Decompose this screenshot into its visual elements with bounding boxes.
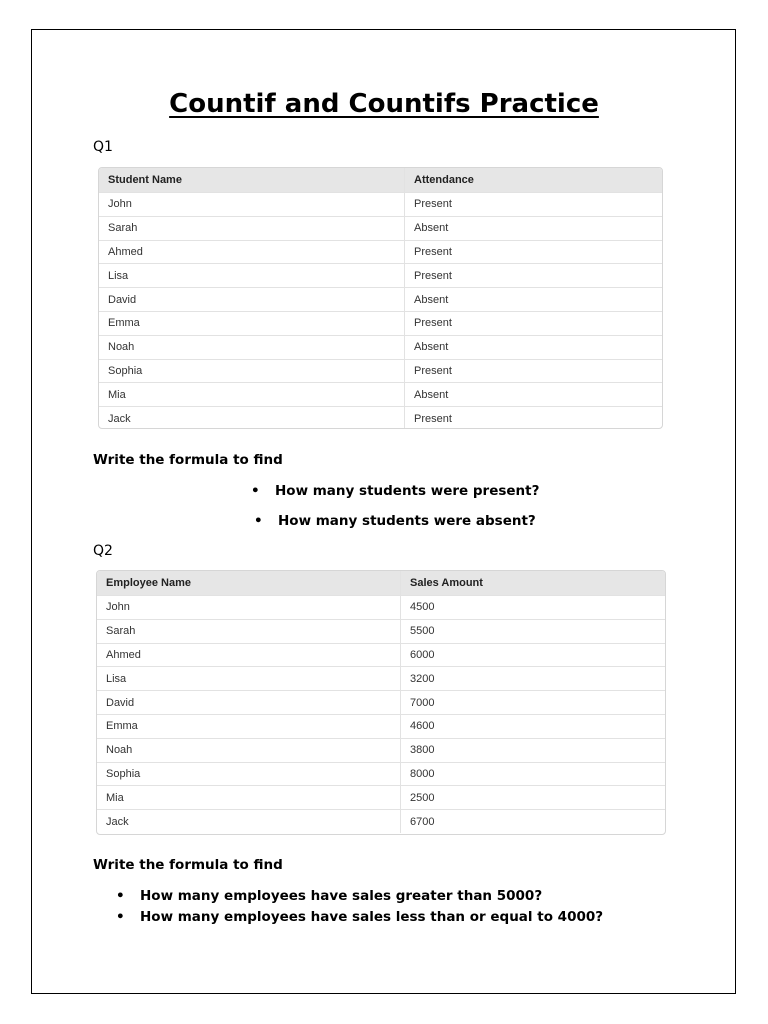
employee-name-cell: Ahmed — [97, 644, 401, 667]
q2-bullet-item — [116, 887, 542, 905]
sales-amount-cell: 4600 — [410, 720, 435, 733]
column-header-sales-amount: Sales Amount — [410, 577, 483, 589]
employee-name-cell: John — [97, 596, 401, 619]
student-name-cell: Jack — [99, 407, 405, 429]
table-row — [97, 619, 665, 643]
table-row — [99, 263, 662, 287]
bullet-icon: • — [116, 888, 125, 904]
page-title: Countif and Countifs Practice — [169, 89, 599, 119]
bullet-text: How many employees have sales greater than 5000? — [140, 888, 543, 904]
student-name-cell: Lisa — [99, 264, 405, 287]
employee-name-cell: Noah — [97, 739, 401, 762]
q2-instruction: Write the formula to find — [93, 857, 283, 873]
student-name-cell: David — [99, 288, 405, 311]
bullet-icon: • — [254, 513, 263, 529]
employee-name-cell: David — [97, 691, 401, 714]
table-row — [99, 382, 662, 406]
employee-name-cell: Emma — [97, 715, 401, 738]
table-row — [99, 192, 662, 216]
attendance-cell: Present — [414, 198, 452, 211]
attendance-cell: Present — [414, 364, 452, 377]
employee-name-cell: Lisa — [97, 667, 401, 690]
column-header-employee-name: Employee Name — [97, 571, 401, 595]
sales-amount-cell: 8000 — [410, 767, 435, 780]
attendance-cell: Absent — [414, 388, 449, 401]
table-row — [97, 643, 665, 667]
attendance-table — [98, 167, 663, 429]
table-row — [99, 335, 662, 359]
attendance-cell: Present — [414, 412, 452, 425]
table-header-row — [97, 571, 665, 595]
bullet-text: How many students were absent? — [278, 513, 536, 529]
bullet-text: How many employees have sales less than or equal to 4000? — [140, 909, 604, 925]
attendance-cell: Absent — [414, 341, 449, 354]
table-row — [99, 216, 662, 240]
sales-table — [96, 570, 666, 835]
attendance-cell: Present — [414, 269, 452, 282]
sales-amount-cell: 7000 — [410, 696, 435, 709]
employee-name-cell: Sophia — [97, 763, 401, 786]
sales-amount-cell: 2500 — [410, 791, 435, 804]
table-row — [97, 690, 665, 714]
table-row — [99, 311, 662, 335]
table-row — [99, 406, 662, 429]
bullet-icon: • — [251, 483, 260, 499]
table-row — [99, 287, 662, 311]
table-row — [99, 240, 662, 264]
q1-bullet-item — [251, 482, 539, 500]
table-row — [97, 595, 665, 619]
sales-amount-cell: 3800 — [410, 744, 435, 757]
student-name-cell: John — [99, 193, 405, 216]
question-1-label: Q1 — [93, 139, 113, 155]
student-name-cell: Emma — [99, 312, 405, 335]
table-row — [97, 738, 665, 762]
employee-name-cell: Jack — [97, 810, 401, 833]
student-name-cell: Ahmed — [99, 241, 405, 264]
sales-amount-cell: 5500 — [410, 625, 435, 638]
employee-name-cell: Mia — [97, 786, 401, 809]
table-row — [97, 666, 665, 690]
sales-amount-cell: 6700 — [410, 815, 435, 828]
sales-amount-cell: 4500 — [410, 601, 435, 614]
student-name-cell: Sophia — [99, 360, 405, 383]
table-row — [97, 714, 665, 738]
table-row — [97, 809, 665, 833]
attendance-cell: Absent — [414, 222, 449, 235]
sales-amount-cell: 6000 — [410, 648, 435, 661]
sales-amount-cell: 3200 — [410, 672, 435, 685]
bullet-text: How many students were present? — [275, 483, 540, 499]
table-row — [97, 762, 665, 786]
q2-bullet-item — [116, 908, 603, 926]
attendance-cell: Absent — [414, 293, 449, 306]
student-name-cell: Sarah — [99, 217, 405, 240]
column-header-attendance: Attendance — [414, 174, 474, 186]
student-name-cell: Noah — [99, 336, 405, 359]
q1-bullet-item — [254, 512, 536, 530]
employee-name-cell: Sarah — [97, 620, 401, 643]
question-2-label: Q2 — [93, 543, 113, 559]
attendance-cell: Present — [414, 245, 452, 258]
bullet-icon: • — [116, 909, 125, 925]
table-header-row — [99, 168, 662, 192]
table-row — [99, 359, 662, 383]
attendance-cell: Present — [414, 317, 452, 330]
table-row — [97, 785, 665, 809]
student-name-cell: Mia — [99, 383, 405, 406]
q1-instruction: Write the formula to find — [93, 452, 283, 468]
column-header-student-name: Student Name — [99, 168, 405, 192]
